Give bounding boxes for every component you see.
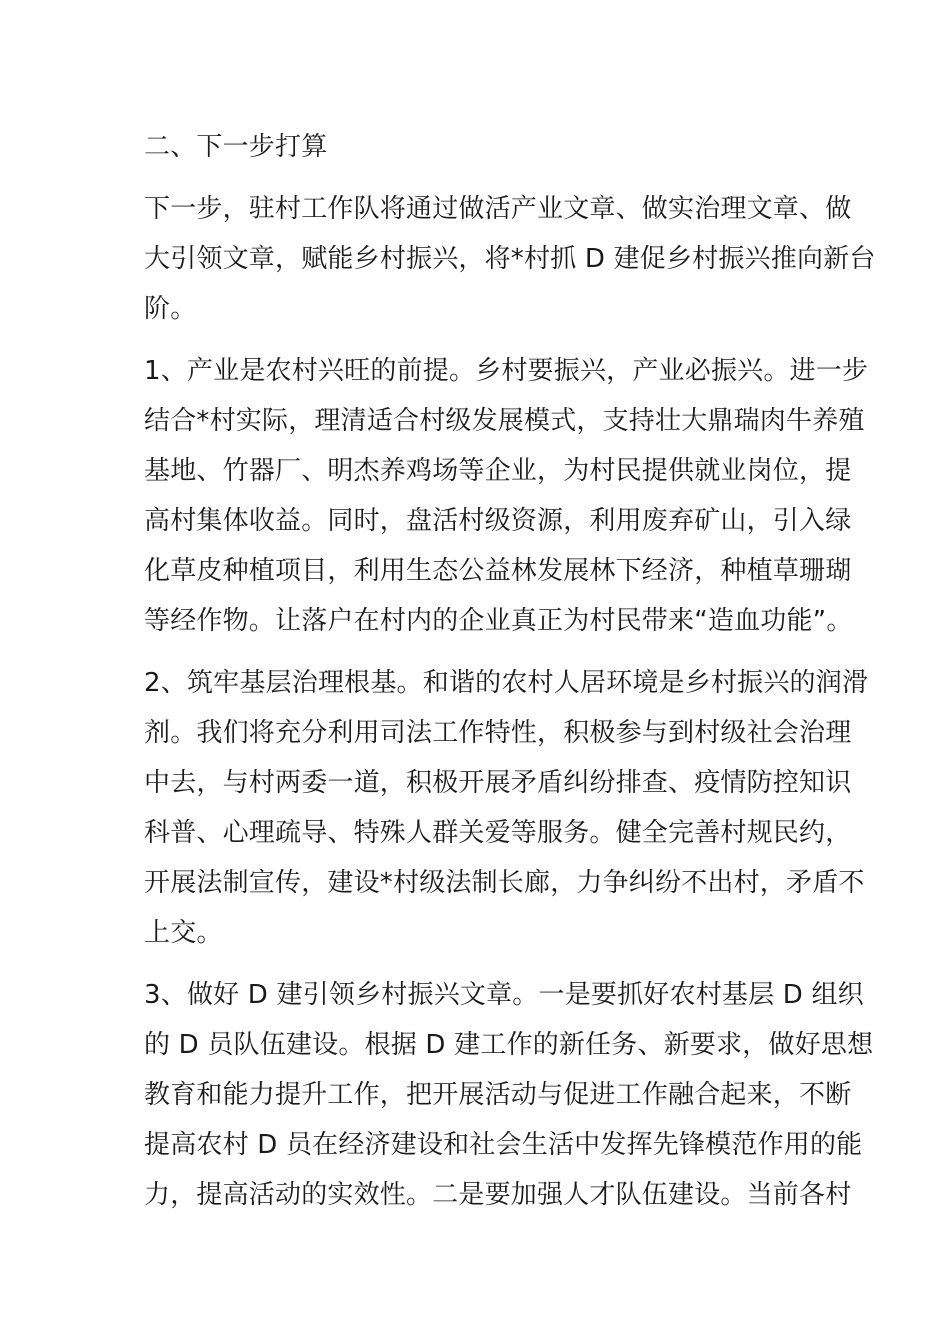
paragraph-line: 教育和能力提升工作，把开展活动与促进工作融合起来，不断: [144, 1080, 852, 1110]
paragraph-line: 上交。: [144, 918, 223, 948]
paragraph-line: 力，提高活动的实效性。二是要加强人才队伍建设。当前各村: [144, 1180, 852, 1210]
paragraph-industry: [144, 346, 869, 646]
paragraph-line: 阶。: [144, 294, 197, 324]
paragraph-line: 基地、竹器厂、明杰养鸡场等企业，为村民提供就业岗位，提: [144, 456, 852, 486]
paragraph-line: 的 D 员队伍建设。根据 D 建工作的新任务、新要求，做好思想: [144, 1030, 874, 1060]
paragraph-line: 结合*村实际，理清适合村级发展模式，支持壮大鼎瑞肉牛养殖: [144, 406, 865, 436]
document-page: [144, 122, 876, 1220]
paragraph-intro: [144, 184, 876, 334]
paragraph-line: 下一步，驻村工作队将通过做活产业文章、做实治理文章、做: [144, 194, 852, 224]
paragraph-line: 1、产业是农村兴旺的前提。乡村要振兴，产业必振兴。进一步: [144, 356, 869, 386]
paragraph-line: 科普、心理疏导、特殊人群关爱等服务。健全完善村规民约，: [144, 818, 852, 848]
paragraph-party-building: [144, 970, 874, 1220]
paragraph-line: 3、做好 D 建引领乡村振兴文章。一是要抓好农村基层 D 组织: [144, 980, 864, 1010]
paragraph-line: 大引领文章，赋能乡村振兴，将*村抓 D 建促乡村振兴推向新台: [144, 244, 876, 274]
paragraph-line: 等经作物。让落户在村内的企业真正为村民带来“造血功能”。: [144, 606, 853, 636]
paragraph-line: 化草皮种植项目，利用生态公益林发展林下经济，种植草珊瑚: [144, 556, 852, 586]
paragraph-line: 2、筑牢基层治理根基。和谐的农村人居环境是乡村振兴的润滑: [144, 668, 869, 698]
paragraph-line: 剂。我们将充分利用司法工作特性，积极参与到村级社会治理: [144, 718, 852, 748]
paragraph-line: 高村集体收益。同时，盘活村级资源，利用废弃矿山，引入绿: [144, 506, 852, 536]
section-heading: 二、下一步打算: [144, 132, 328, 162]
paragraph-line: 中去，与村两委一道，积极开展矛盾纠纷排查、疫情防控知识: [144, 768, 852, 798]
paragraph-line: 提高农村 D 员在经济建设和社会生活中发挥先锋模范作用的能: [144, 1130, 863, 1160]
paragraph-line: 开展法制宣传，建设*村级法制长廊，力争纠纷不出村，矛盾不: [144, 868, 865, 898]
paragraph-governance: [144, 658, 869, 958]
